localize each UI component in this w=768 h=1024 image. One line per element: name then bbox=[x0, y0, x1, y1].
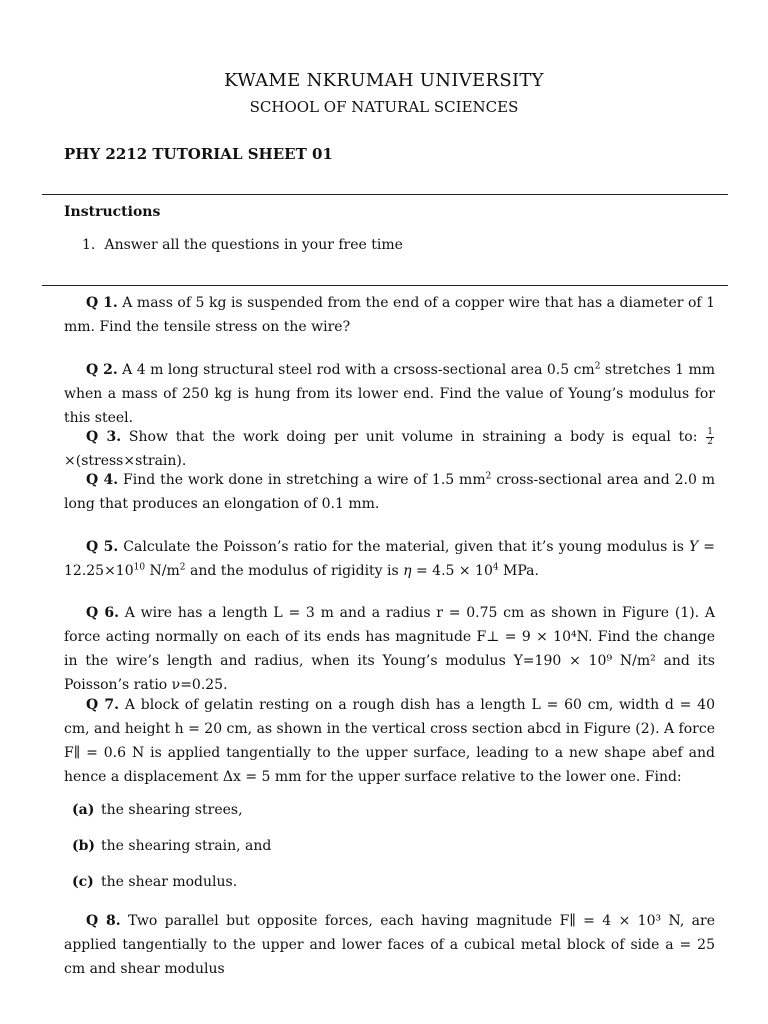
question-4 bbox=[64, 468, 715, 516]
instruction-text: Answer all the questions in your free time bbox=[104, 237, 403, 253]
q7-part-c bbox=[72, 874, 237, 890]
divider-bottom bbox=[42, 285, 728, 286]
question-label: Q 3. bbox=[86, 429, 122, 445]
question-7 bbox=[64, 693, 715, 789]
question-text-part: N/m bbox=[145, 563, 180, 579]
question-text: A wire has a length L = 3 m and a radius r = 0.75 cm as shown in Figure (1). A force acting normally on each of its ends has magnitude F⊥ = 9 × 10⁴N. Find the change in the wire’s length and radius, when its Young’s modulus Y=190 × 10⁹ N/m² and its Poisson’s ratio ν=0.25. bbox=[64, 605, 716, 693]
course-title: PHY 2212 TUTORIAL SHEET 01 bbox=[64, 145, 333, 163]
part-label: (c) bbox=[72, 874, 94, 890]
divider-top bbox=[42, 194, 728, 195]
symbol-eta: η bbox=[403, 563, 412, 579]
question-label: Q 8. bbox=[86, 913, 121, 929]
instruction-number: 1. bbox=[82, 237, 96, 253]
question-8 bbox=[64, 909, 715, 981]
question-label: Q 1. bbox=[86, 295, 118, 311]
question-label: Q 2. bbox=[86, 362, 118, 378]
university-title: KWAME NKRUMAH UNIVERSITY bbox=[224, 70, 544, 91]
question-text-part: = 12.25×10 bbox=[64, 539, 716, 579]
part-text: the shearing strain, and bbox=[101, 838, 272, 854]
question-text-part: stretches 1 mm when a mass of 250 kg is hung from its lower end. Find the value of Young’s modulus for this steel. bbox=[64, 362, 716, 426]
question-text-part: cross-sectional area and 2.0 m long that produces an elongation of 0.1 mm. bbox=[64, 472, 716, 512]
question-text-part: MPa. bbox=[498, 563, 539, 579]
fraction-numerator: 1 bbox=[707, 426, 714, 437]
question-text-part: A 4 m long structural steel rod with a crsoss-sectional area 0.5 cm bbox=[122, 362, 595, 378]
fraction-denominator: 2 bbox=[707, 436, 714, 447]
question-5 bbox=[64, 535, 715, 583]
superscript: 2 bbox=[485, 471, 492, 482]
question-label: Q 6. bbox=[86, 605, 119, 621]
superscript: 10 bbox=[133, 562, 146, 573]
superscript: 4 bbox=[492, 562, 499, 573]
question-text-part: Calculate the Poisson’s ratio for the material, given that it’s young modulus is bbox=[123, 539, 689, 555]
q7-part-a bbox=[72, 802, 243, 818]
part-text: the shear modulus. bbox=[101, 874, 238, 890]
question-text-part: = 4.5 × 10 bbox=[411, 563, 493, 579]
question-text: Two parallel but opposite forces, each having magnitude F∥ = 4 × 10³ N, are applied tangentially to the upper and lower faces of a cubical metal block of side a = 25 cm and shear modulus bbox=[64, 913, 716, 977]
question-text-part: ×(stress×strain). bbox=[64, 453, 187, 469]
question-text: A block of gelatin resting on a rough dish has a length L = 60 cm, width d = 40 cm, and height h = 20 cm, as shown in the vertical cross section abcd in Figure (2). A force F∥ = 0.6 N is applied tangentially to the upper surface, leading to a new shape abef and hence a displacement Δx = 5 mm for the upper surface relative to the lower one. Find: bbox=[64, 697, 715, 785]
question-6 bbox=[64, 601, 715, 697]
question-label: Q 7. bbox=[86, 697, 120, 713]
question-3 bbox=[64, 425, 715, 473]
superscript: 2 bbox=[179, 562, 186, 573]
part-label: (b) bbox=[72, 838, 96, 854]
part-label: (a) bbox=[72, 802, 95, 818]
q7-part-b bbox=[72, 838, 271, 854]
question-1 bbox=[64, 291, 715, 339]
question-text-part: Find the work done in stretching a wire of 1.5 mm bbox=[123, 472, 486, 488]
fraction bbox=[706, 428, 714, 447]
part-text: the shearing strees, bbox=[101, 802, 243, 818]
superscript: 2 bbox=[594, 361, 601, 372]
instruction-item bbox=[82, 237, 403, 253]
question-text: A mass of 5 kg is suspended from the end of a copper wire that has a diameter of 1 mm. Find the tensile stress on the wire? bbox=[64, 295, 716, 335]
question-text-part: and the modulus of rigidity is bbox=[185, 563, 404, 579]
question-2 bbox=[64, 358, 715, 430]
symbol-Y: Y bbox=[689, 539, 699, 555]
question-label: Q 5. bbox=[86, 539, 119, 555]
question-label: Q 4. bbox=[86, 472, 119, 488]
instructions-heading: Instructions bbox=[64, 204, 161, 220]
school-name: SCHOOL OF NATURAL SCIENCES bbox=[249, 98, 519, 116]
question-text-part: Show that the work doing per unit volume in straining a body is equal to: bbox=[128, 429, 706, 445]
